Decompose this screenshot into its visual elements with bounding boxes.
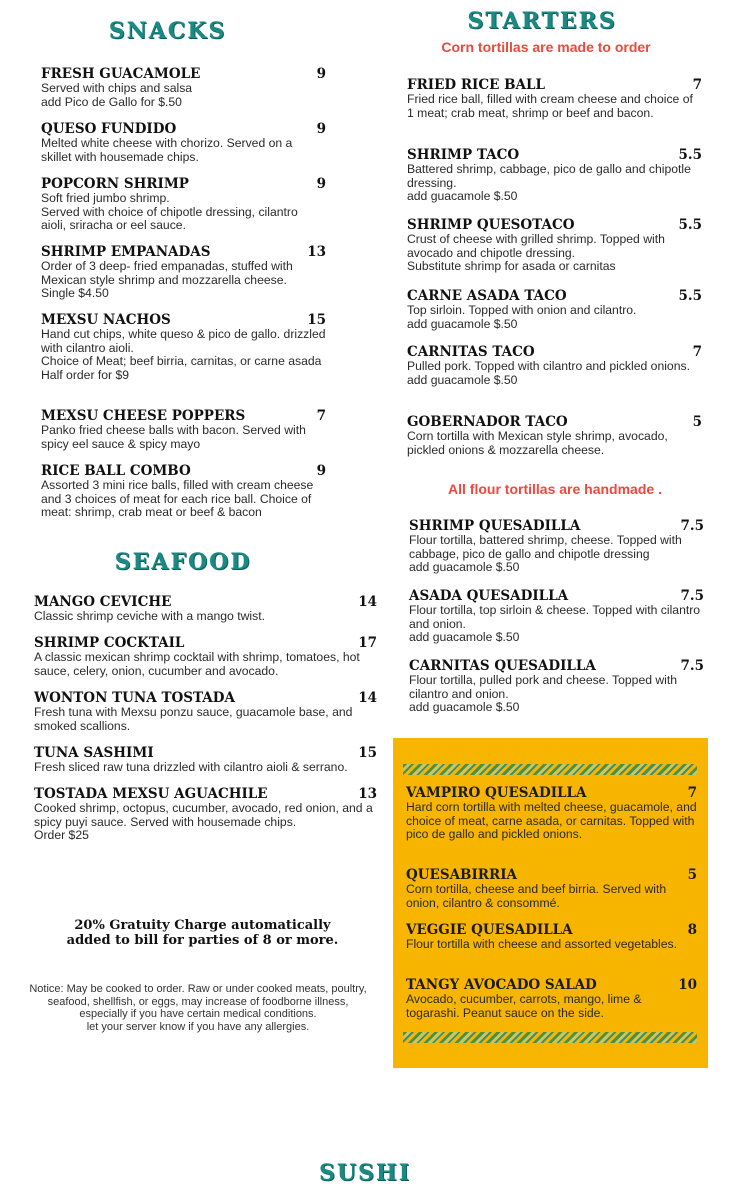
item-description: Order of 3 deep- fried empanadas, stuffed with Mexican style shrimp and mozzarella cheese. Single $4.50 (41, 259, 293, 301)
item-name: POPCORN SHRIMP (41, 176, 189, 192)
item-price: 13 (307, 244, 326, 260)
item-name: VEGGIE QUESADILLA (406, 922, 573, 938)
item-price: 17 (358, 635, 377, 651)
item-price: 14 (358, 690, 377, 706)
menu-item (34, 635, 377, 678)
item-price: 7 (692, 344, 702, 360)
menu-item (34, 690, 377, 733)
item-price: 10 (678, 977, 697, 993)
item-description: Classic shrimp ceviche with a mango twist. (34, 609, 265, 623)
item-description: Flour tortilla, top sirloin & cheese. Topped with cilantro and onion. add guacamole $.50 (409, 603, 701, 645)
item-price: 5 (687, 867, 697, 883)
menu-item (41, 312, 326, 382)
item-price: 5.5 (678, 217, 702, 233)
menu-item (409, 518, 704, 575)
item-name: SHRIMP QUESOTACO (407, 217, 575, 233)
sushi-title: SUSHI (318, 1160, 412, 1186)
starters-title: STARTERS (467, 8, 617, 34)
decorative-pattern-top (403, 764, 697, 775)
item-name: FRESH GUACAMOLE (41, 66, 201, 82)
item-description: Panko fried cheese balls with bacon. Served with spicy eel sauce & spicy mayo (41, 423, 306, 451)
item-name: TOSTADA MEXSU AGUACHILE (34, 786, 268, 802)
specials-box (393, 738, 708, 1068)
item-description: Avocado, cucumber, carrots, mango, lime & togarashi. Peanut sauce on the side. (406, 992, 642, 1020)
item-name: CARNE ASADA TACO (407, 288, 567, 304)
snacks-title: SNACKS (108, 18, 227, 44)
item-description: Flour tortilla, battered shrimp, cheese. Topped with cabbage, pico de gallo and chipotle dressing add guacamole $.50 (409, 533, 682, 575)
menu-item (407, 414, 702, 457)
item-price: 8 (687, 922, 697, 938)
item-name: WONTON TUNA TOSTADA (34, 690, 235, 706)
item-name: FRIED RICE BALL (407, 77, 545, 93)
flour-tortilla-note: All flour tortillas are handmade . (448, 481, 662, 497)
menu-item (41, 463, 326, 520)
menu-item (407, 344, 702, 387)
menu-item (34, 786, 377, 843)
item-description: Flour tortilla with cheese and assorted vegetables. (406, 937, 677, 951)
menu-item (406, 922, 697, 952)
item-price: 9 (316, 176, 326, 192)
item-description: Fried rice ball, filled with cream cheese and choice of 1 meat; crab meat, shrimp or beef and bacon. (407, 92, 693, 120)
menu-item (41, 121, 326, 164)
item-name: QUESO FUNDIDO (41, 121, 177, 137)
item-price: 7.5 (680, 658, 704, 674)
item-price: 14 (358, 594, 377, 610)
item-name: TANGY AVOCADO SALAD (406, 977, 597, 993)
item-price: 7.5 (680, 588, 704, 604)
item-description: Battered shrimp, cabbage, pico de gallo and chipotle dressing. add guacamole $.50 (407, 162, 691, 204)
item-price: 9 (316, 463, 326, 479)
seafood-title: SEAFOOD (114, 549, 252, 575)
item-price: 7 (692, 77, 702, 93)
menu-item (406, 977, 697, 1020)
item-description: A classic mexican shrimp cocktail with shrimp, tomatoes, hot sauce, celery, onion, cucumber and avocado. (34, 650, 360, 678)
menu-item (41, 244, 326, 301)
item-name: VAMPIRO QUESADILLA (406, 785, 587, 801)
item-name: TUNA SASHIMI (34, 745, 154, 761)
menu-item (407, 77, 702, 120)
item-price: 5 (692, 414, 702, 430)
menu-item (41, 408, 326, 451)
item-price: 9 (316, 66, 326, 82)
item-name: CARNITAS TACO (407, 344, 535, 360)
item-price: 7.5 (680, 518, 704, 534)
item-description: Pulled pork. Topped with cilantro and pickled onions. add guacamole $.50 (407, 359, 690, 387)
menu-item (406, 785, 697, 842)
item-price: 7 (316, 408, 326, 424)
item-description: Corn tortilla with Mexican style shrimp, avocado, pickled onions & mozzarella cheese. (407, 429, 668, 457)
item-name: SHRIMP COCKTAIL (34, 635, 185, 651)
item-description: Assorted 3 mini rice balls, filled with cream cheese and 3 choices of meat for each rice ball. Choice of meat: shrimp, crab meat or beef & bacon (41, 478, 314, 520)
item-name: CARNITAS QUESADILLA (409, 658, 596, 674)
menu-item (34, 745, 377, 775)
item-name: QUESABIRRIA (406, 867, 517, 883)
item-description: Cooked shrimp, octopus, cucumber, avocado, red onion, and a spicy puyi sauce. Served with housemade chips. Order $25 (34, 801, 373, 843)
decorative-pattern-bottom (403, 1032, 697, 1043)
item-description: Fresh sliced raw tuna drizzled with cilantro aioli & serrano. (34, 760, 348, 774)
item-name: SHRIMP TACO (407, 147, 520, 163)
item-price: 13 (358, 786, 377, 802)
item-price: 15 (307, 312, 326, 328)
item-name: SHRIMP EMPANADAS (41, 244, 211, 260)
item-description: Soft fried jumbo shrimp. Served with choice of chipotle dressing, cilantro aioli, sriracha or eel sauce. (41, 191, 298, 233)
menu-item (407, 288, 702, 331)
item-description: Fresh tuna with Mexsu ponzu sauce, guacamole base, and smoked scallions. (34, 705, 353, 733)
menu-item (41, 66, 326, 109)
item-price: 15 (358, 745, 377, 761)
menu-item (406, 867, 697, 910)
item-description: Top sirloin. Topped with onion and cilantro. add guacamole $.50 (407, 303, 637, 331)
item-price: 5.5 (678, 147, 702, 163)
corn-tortilla-note: Corn tortillas are made to order (441, 39, 651, 55)
item-description: Flour tortilla, pulled pork and cheese. Topped with cilantro and onion. add guacamole $.50 (409, 673, 678, 715)
item-description: Crust of cheese with grilled shrimp. Topped with avocado and chipotle dressing. Substitute shrimp for asada or carnitas (407, 232, 665, 274)
menu-item (407, 147, 702, 204)
item-name: MANGO CEVICHE (34, 594, 172, 610)
item-description: Hand cut chips, white queso & pico de gallo. drizzled with cilantro aioli. Choice of Meat; beef birria, carnitas, or carne asada Half order for $9 (41, 327, 326, 382)
menu-item (409, 658, 704, 715)
menu-item (407, 217, 702, 274)
item-name: MEXSU NACHOS (41, 312, 171, 328)
item-name: RICE BALL COMBO (41, 463, 191, 479)
item-price: 5.5 (678, 288, 702, 304)
allergy-notice: Notice: May be cooked to order. Raw or under cooked meats, poultry, seafood, shellfish, or eggs, may increase of foodborne illness, especially if you have certain medical conditions. let your server know if you have any allergies. (29, 983, 367, 1033)
item-name: ASADA QUESADILLA (409, 588, 569, 604)
item-description: Hard corn tortilla with melted cheese, guacamole, and choice of meat, carne asada, or carnitas. Topped with pico de gallo and pickled onions. (406, 800, 697, 842)
menu-item (41, 176, 326, 233)
menu-item (409, 588, 704, 645)
item-name: GOBERNADOR TACO (407, 414, 568, 430)
item-description: Served with chips and salsa add Pico de Gallo for $.50 (41, 81, 193, 109)
item-price: 9 (316, 121, 326, 137)
item-price: 7 (687, 785, 697, 801)
item-description: Melted white cheese with chorizo. Served on a skillet with housemade chips. (41, 136, 293, 164)
gratuity-note: 20% Gratuity Charge automatically added to bill for parties of 8 or more. (66, 918, 339, 948)
item-name: MEXSU CHEESE POPPERS (41, 408, 246, 424)
item-description: Corn tortilla, cheese and beef birria. Served with onion, cilantro & consommé. (406, 882, 667, 910)
menu-item (34, 594, 377, 624)
item-name: SHRIMP QUESADILLA (409, 518, 581, 534)
